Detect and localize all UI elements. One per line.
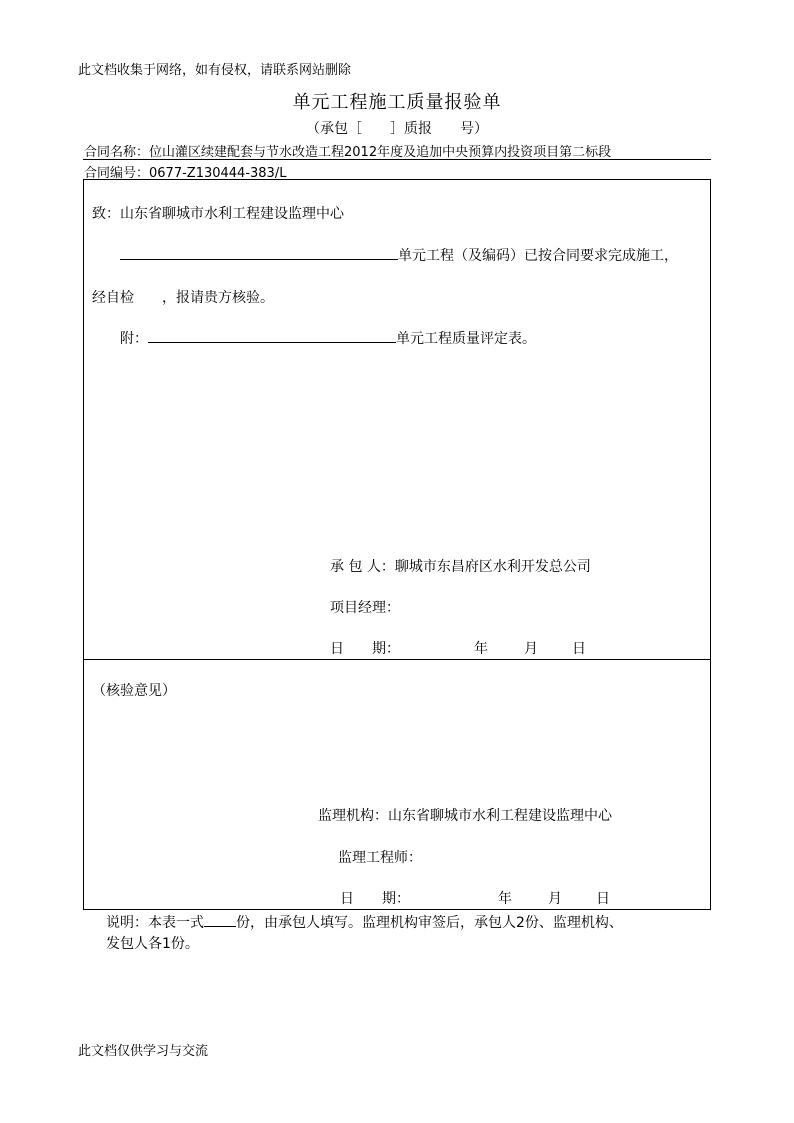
note-line2: 发包人各1份。 — [106, 936, 199, 952]
supervision-org-value: 山东省聊城市水利工程建设监理中心 — [388, 808, 612, 824]
unit-project-text: 单元工程（及编码）已按合同要求完成施工， — [398, 248, 678, 264]
section-divider — [83, 659, 711, 660]
supervision-month: 月 — [548, 891, 562, 907]
note-prefix: 说明：本表一式 — [106, 915, 204, 931]
verification-opinion-label: （核验意见） — [92, 683, 176, 699]
contract-name — [84, 141, 611, 160]
note-suffix: 份，由承包人填写。监理机构审签后，承包人2份、监理机构、 — [236, 915, 623, 931]
supervision-day: 日 — [596, 891, 610, 907]
supervision-year: 年 — [498, 891, 512, 907]
contractor — [330, 556, 591, 576]
contractor-year: 年 — [474, 641, 488, 657]
attachment-blank[interactable] — [148, 328, 396, 343]
project-manager-label: 项目经理： — [330, 600, 400, 616]
contractor-value: 聊城市东昌府区水利开发总公司 — [394, 559, 591, 575]
contract-name-label: 合同名称： — [84, 145, 150, 160]
copies-blank[interactable] — [204, 912, 236, 927]
contractor-date-label: 日 期： — [330, 641, 400, 657]
form-number: （承包［ ］质报 号） — [306, 121, 488, 137]
supervision-org — [318, 805, 612, 825]
attachment-line — [120, 328, 536, 348]
form-note — [106, 912, 623, 932]
contractor-day: 日 — [572, 641, 586, 657]
contract-number-label: 合同编号： — [84, 166, 150, 181]
contractor-month: 月 — [524, 641, 538, 657]
divider — [83, 159, 711, 160]
contract-number-value: 0677-Z130444-383/L — [149, 166, 287, 181]
attachment-label: 附： — [120, 331, 148, 347]
recipient-value: 山东省聊城市水利工程建设监理中心 — [120, 206, 344, 222]
contract-name-value: 位山灌区续建配套与节水改造工程2012年度及追加中央预算内投资项目第二标段 — [149, 145, 612, 160]
recipient-label: 致： — [92, 206, 120, 222]
footer-note: 此文档仅供学习与交流 — [78, 1044, 209, 1059]
supervision-date-label: 日 期： — [340, 891, 410, 907]
page-title: 单元工程施工质量报验单 — [292, 92, 502, 113]
recipient — [92, 203, 344, 223]
unit-project-line — [120, 245, 678, 265]
header-note: 此文档收集于网络，如有侵权，请联系网站删除 — [78, 63, 352, 78]
supervision-engineer-label: 监理工程师： — [338, 850, 422, 866]
unit-project-blank[interactable] — [120, 245, 398, 260]
attachment-text: 单元工程质量评定表。 — [396, 331, 536, 347]
self-check-text: 经自检 ，报请贵方核验。 — [92, 290, 274, 306]
contractor-label: 承 包 人： — [330, 559, 395, 575]
supervision-org-label: 监理机构： — [318, 808, 388, 824]
